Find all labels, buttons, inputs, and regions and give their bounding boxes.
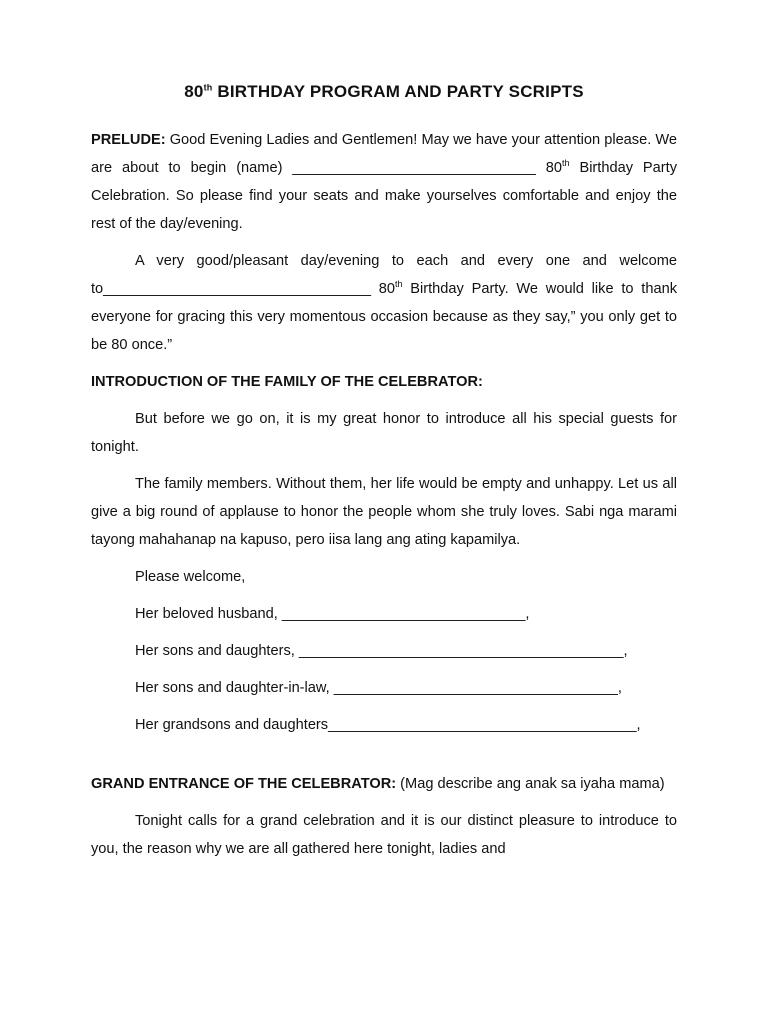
family-paragraph-1: But before we go on, it is my great honor to introduce all his special guests for tonight. <box>91 411 677 455</box>
in-law-line: Her sons and daughter-in-law, ___________________________________, <box>135 680 622 696</box>
prelude-paragraph <box>91 126 677 238</box>
title-text: BIRTHDAY PROGRAM AND PARTY SCRIPTS <box>212 82 584 101</box>
grandchildren-line: Her grandsons and daughters______________________________________, <box>135 717 641 733</box>
family-heading: INTRODUCTION OF THE FAMILY OF THE CELEBRATOR: <box>91 374 483 390</box>
welcome-superscript: th <box>395 279 403 290</box>
document-content <box>91 82 677 872</box>
welcome-text-2: Birthday Party. We would like to thank everyone for gracing this very momentous occasion because as they say,” you only get to be 80 once.” <box>91 281 677 353</box>
sons-daughters-line: Her sons and daughters, ________________________________________, <box>135 643 628 659</box>
prelude-text-1: Good Evening Ladies and Gentlemen! May we have your attention please. We are about to begin (name) ______________________________ 80 <box>91 132 677 176</box>
welcome-text-1: A very good/pleasant day/evening to each and every one and welcome to_________________________________ 80 <box>91 253 677 297</box>
family-paragraph-2: The family members. Without them, her life would be empty and unhappy. Let us all give a big round of applause to honor the people whom she truly loves. Sabi nga marami tayong mahahanap na kapuso, pero iisa lang ang ating kapamilya. <box>91 476 677 548</box>
prelude-superscript: th <box>562 158 570 169</box>
prelude-text-2: Birthday Party Celebration. So please find your seats and make yourselves comfortable and enjoy the rest of the day/evening. <box>91 160 677 232</box>
page-title <box>91 82 677 102</box>
entrance-note: (Mag describe ang anak sa iyaha mama) <box>396 776 665 792</box>
entrance-heading-line <box>91 770 677 798</box>
title-prefix: 80 <box>184 82 204 101</box>
entrance-paragraph: Tonight calls for a grand celebration and it is our distinct pleasure to introduce to you, the reason why we are all gathered here tonight, ladies and <box>91 813 677 857</box>
welcome-paragraph <box>91 247 677 359</box>
title-superscript: th <box>203 82 213 93</box>
husband-line: Her beloved husband, ______________________________, <box>135 606 530 622</box>
please-welcome-line: Please welcome, <box>135 569 246 585</box>
entrance-heading: GRAND ENTRANCE OF THE CELEBRATOR: <box>91 776 397 792</box>
section-spacer <box>91 748 677 770</box>
prelude-label: PRELUDE: <box>91 132 166 148</box>
